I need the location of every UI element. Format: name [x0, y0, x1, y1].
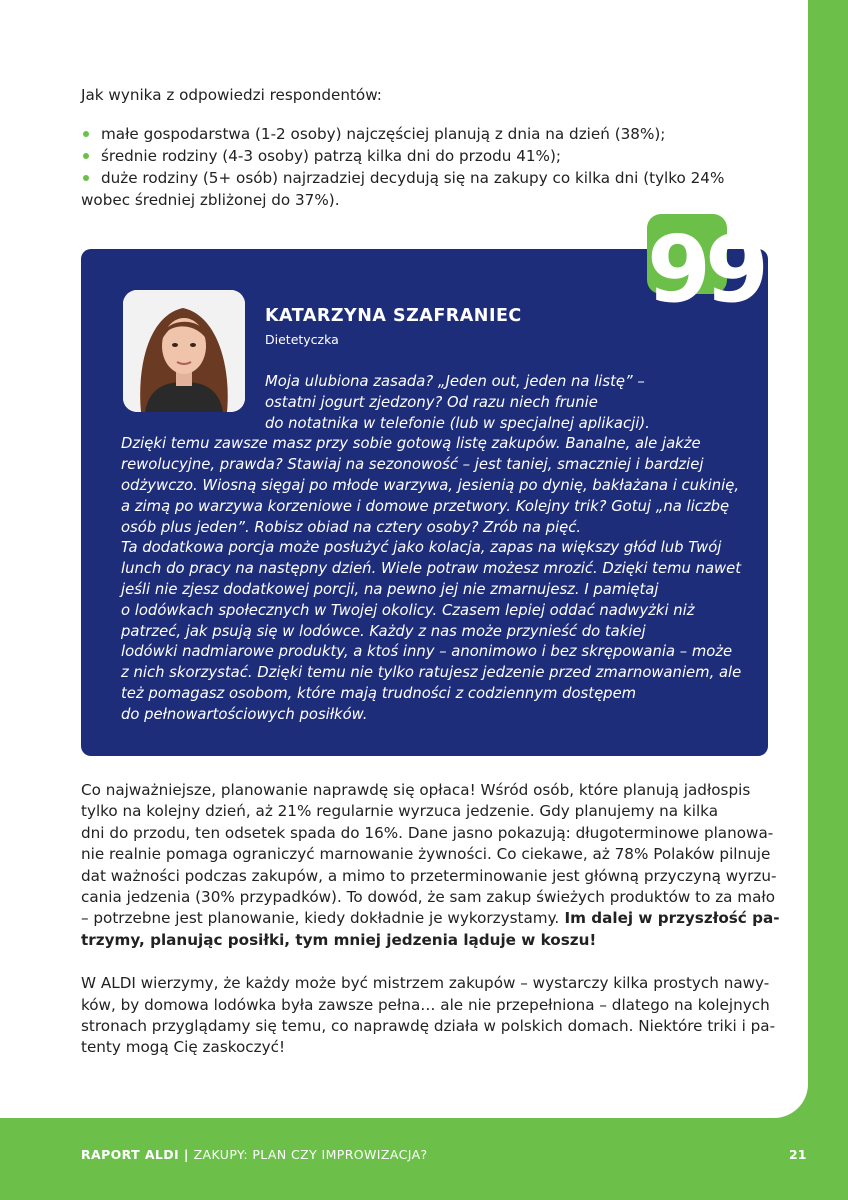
body-line: – potrzebne jest planowanie, kiedy dokładnie je wykorzystamy. — [81, 909, 560, 928]
bullet-icon — [83, 153, 89, 159]
list-item — [81, 123, 761, 145]
body-line: tenty mogą Cię zaskoczyć! — [81, 1038, 286, 1057]
list-item — [81, 145, 761, 167]
bullet-text: duże rodziny (5+ osób) najrzadziej decydują się na zakupy co kilka dni (tylko 24% wobec średniej zbliżonej do 37%). — [81, 169, 725, 209]
body-line: ków, by domowa lodówka była zawsze pełna… ale nie przepełniona – dlatego na kolejnych — [81, 995, 770, 1014]
quote-line: lodówki nadmiarowe produkty, a ktoś inny – anonimowo i bez skrępowania – może — [121, 643, 733, 661]
body-line: tylko na kolejny dzień, aż 21% regularnie wyrzuca jedzenie. Gdy planujemy na kilka — [81, 802, 718, 821]
intro-bullet-list — [81, 123, 761, 211]
footer-separator: | — [179, 1147, 194, 1162]
body-line: dni do przodu, ten odsetek spada do 16%. Dane jasno pokazują: długoterminowe planowa- — [81, 823, 774, 842]
quote-line: patrzeć, jak psują się w lodówce. Każdy z nas może przynieść do takiej — [121, 622, 646, 640]
body-line: W ALDI wierzymy, że każdy może być mistrzem zakupów – wystarczy kilka prostych nawy- — [81, 974, 770, 993]
body-paragraph — [81, 780, 780, 951]
body-line: Co najważniejsze, planowanie naprawdę się opłaca! Wśród osób, które planują jadłospis — [81, 781, 751, 799]
bullet-text: małe gospodarstwa (1-2 osoby) najczęściej planują z dnia na dzień (38%); — [101, 125, 666, 143]
quote-line: a zimą po warzywa korzeniowe i domowe przetwory. Kolejny trik? Gotuj „na liczbę — [121, 497, 730, 515]
quote-line: ostatni jogurt zjedzony? Od razu niech frunie — [265, 393, 598, 411]
expert-name: KATARZYNA SZAFRANIEC — [265, 306, 522, 326]
quote-line: do notatnika w telefonie (lub w specjalnej aplikacji). — [265, 414, 650, 432]
body-line: nie realnie pomaga ograniczyć marnowanie żywności. Co ciekawe, aż 78% Polaków pilnuje — [81, 845, 771, 864]
intro-lead: Jak wynika z odpowiedzi respondentów: — [81, 86, 382, 104]
quote-line: jeśli nie zjesz dodatkowej porcji, na pewno jej nie zmarnujesz. I pamiętaj — [121, 580, 659, 598]
quote-text — [121, 372, 742, 726]
quote-line: odżywczo. Wiosną sięgaj po młode warzywa, jesienią po dynię, bakłażana i cukinię, — [121, 476, 740, 494]
quote-line: lunch do pracy na następny dzień. Wiele potraw możesz mrozić. Dzięki temu nawet — [121, 560, 742, 578]
quote-line: też pomagasz osobom, które mają trudności z codziennym dostępem — [121, 684, 637, 702]
quote-line: Dzięki temu zawsze masz przy sobie gotową listę zakupów. Banalne, ale jakże — [121, 435, 701, 453]
body-paragraph — [81, 973, 776, 1059]
quote-line: do pełnowartościowych posiłków. — [121, 705, 368, 723]
quote-line: rewolucyjne, prawda? Stawiaj na sezonowość – jest taniej, smaczniej i bardziej — [121, 456, 704, 474]
quote-line: o lodówkach społecznych w Twojej okolicy. Czasem lepiej oddać nadwyżki niż — [121, 601, 695, 619]
body-text — [81, 780, 780, 1059]
bullet-icon — [83, 131, 89, 137]
page-number: 21 — [789, 1147, 807, 1162]
list-item — [81, 167, 761, 211]
quote-mark-icon: 99 — [647, 216, 764, 323]
expert-role: Dietetyczka — [265, 332, 339, 347]
body-line: stronach przyglądamy się temu, co naprawdę działa w polskich domach. Niektóre triki i pa- — [81, 1017, 776, 1036]
footer-title — [81, 1147, 428, 1162]
quote-line: osób plus jeden”. Robisz obiad na cztery osoby? Zrób na pięć. — [121, 518, 582, 536]
footer-brand: RAPORT ALDI — [81, 1147, 180, 1162]
quote-line: Ta dodatkowa porcja może posłużyć jako kolacja, zapas na większy głód lub Twój — [121, 539, 722, 557]
bullet-text: średnie rodziny (4-3 osoby) patrzą kilka dni do przodu 41%); — [101, 147, 561, 165]
intro-section — [81, 84, 761, 211]
quote-line: Moja ulubiona zasada? „Jeden out, jeden na listę” – — [265, 373, 645, 390]
quote-line: z nich skorzystać. Dzięki temu nie tylko ratujesz jedzenie przed zmarnowaniem, ale — [121, 664, 742, 682]
footer-report-title: ZAKUPY: PLAN CZY IMPROWIZACJA? — [193, 1147, 428, 1162]
body-line: dat ważności podczas zakupów, a mimo to przeterminowanie jest główną przyczyną wyrzu- — [81, 866, 777, 885]
body-highlight: Im dalej w przyszłość pa- — [559, 909, 780, 928]
body-line: cania jedzenia (30% przypadków). To dowód, że sam zakup świeżych produktów to za mało — [81, 888, 776, 907]
body-highlight: trzymy, planując posiłki, tym mniej jedzenia ląduje w koszu! — [81, 930, 597, 949]
bullet-icon — [83, 175, 89, 181]
